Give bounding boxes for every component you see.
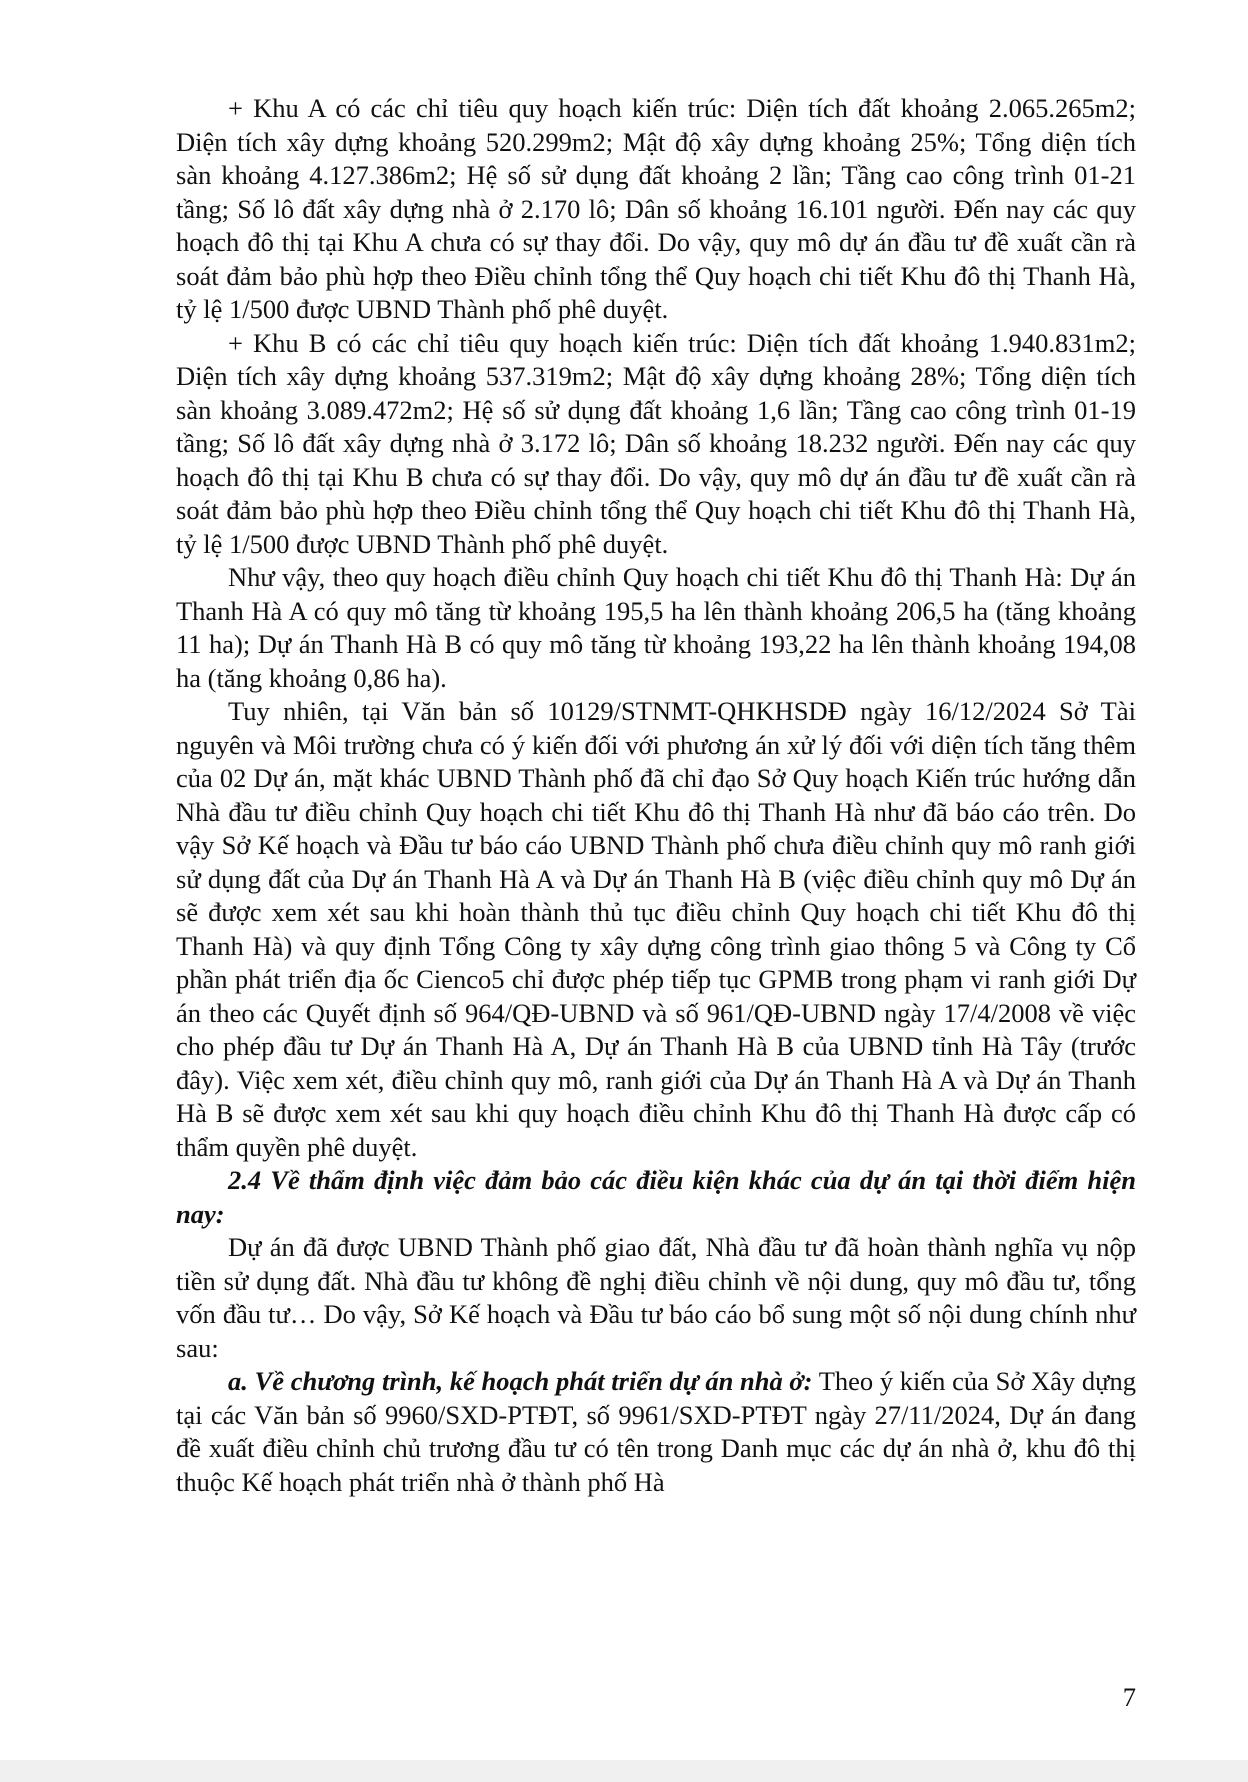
paragraph-khu-b: + Khu B có các chỉ tiêu quy hoạch kiến trúc: Diện tích đất khoảng 1.940.831m2; Diện tích xây dựng khoảng 537.319m2; Mật độ xây dựng khoảng 28%; Tổng diện tích sàn khoảng 3.089.472m2; Hệ số sử dụng đất khoảng 1,6 lần; Tầng cao công trình 01-19 tầng; Số lô đất xây dựng nhà ở 3.172 lô; Dân số khoảng 18.232 người. Đến nay các quy hoạch đô thị tại Khu B chưa có sự thay đổi. Do vậy, quy mô dự án đầu tư đề xuất cần rà soát đảm bảo phù hợp theo Điều chỉnh tổng thể Quy hoạch chi tiết Khu đô thị Thanh Hà, tỷ lệ 1/500 được UBND Thành phố phê duyệt. (176, 327, 1136, 559)
bottom-edge (0, 1760, 1248, 1782)
page-number: 7 (1122, 1682, 1136, 1712)
paragraph-section-intro: Dự án đã được UBND Thành phố giao đất, Nhà đầu tư đã hoàn thành nghĩa vụ nộp tiền sử dụng đất. Nhà đầu tư không đề nghị điều chỉnh về nội dung, quy mô đầu tư, tổng vốn đầu tư… Do vậy, Sở Kế hoạch và Đầu tư báo cáo bổ sung một số nội dung chính như sau: (176, 1232, 1136, 1363)
section-heading: 2.4 Về thẩm định việc đảm bảo các điều kiện khác của dự án tại thời điểm hiện nay: (176, 1165, 1136, 1229)
page-body (176, 92, 1136, 1499)
paragraph-summary: Như vậy, theo quy hoạch điều chỉnh Quy hoạch chi tiết Khu đô thị Thanh Hà: Dự án Thanh Hà A có quy mô tăng từ khoảng 195,5 ha lên thành khoảng 206,5 ha (tăng khoảng 11 ha); Dự án Thanh Hà B có quy mô tăng từ khoảng 193,22 ha lên thành khoảng 194,08 ha (tăng khoảng 0,86 ha). (176, 562, 1136, 693)
item-a-lead: a. Về chương trình, kế hoạch phát triển dự án nhà ở: (228, 1366, 813, 1396)
paragraph-khu-a: + Khu A có các chỉ tiêu quy hoạch kiến trúc: Diện tích đất khoảng 2.065.265m2; Diện tích xây dựng khoảng 520.299m2; Mật độ xây dựng khoảng 25%; Tổng diện tích sàn khoảng 4.127.386m2; Hệ số sử dụng đất khoảng 2 lần; Tầng cao công trình 01-21 tầng; Số lô đất xây dựng nhà ở 2.170 lô; Dân số khoảng 16.101 người. Đến nay các quy hoạch đô thị tại Khu A chưa có sự thay đổi. Do vậy, quy mô dự án đầu tư đề xuất cần rà soát đảm bảo phù hợp theo Điều chỉnh tổng thể Quy hoạch chi tiết Khu đô thị Thanh Hà, tỷ lệ 1/500 được UBND Thành phố phê duyệt. (176, 93, 1136, 324)
paragraph-however: Tuy nhiên, tại Văn bản số 10129/STNMT-QHKHSDĐ ngày 16/12/2024 Sở Tài nguyên và Môi trường chưa có ý kiến đối với phương án xử lý đối với diện tích tăng thêm của 02 Dự án, mặt khác UBND Thành phố đã chỉ đạo Sở Quy hoạch Kiến trúc hướng dẫn Nhà đầu tư điều chỉnh Quy hoạch chi tiết Khu đô thị Thanh Hà như đã báo cáo trên. Do vậy Sở Kế hoạch và Đầu tư báo cáo UBND Thành phố chưa điều chỉnh quy mô ranh giới sử dụng đất của Dự án Thanh Hà A và Dự án Thanh Hà B (việc điều chỉnh quy mô Dự án sẽ được xem xét sau khi hoàn thành thủ tục điều chỉnh Quy hoạch chi tiết Khu đô thị Thanh Hà) và quy định Tổng Công ty xây dựng công trình giao thông 5 và Công ty Cổ phần phát triển địa ốc Cienco5 chỉ được phép tiếp tục GPMB trong phạm vi ranh giới Dự án theo các Quyết định số 964/QĐ-UBND và số 961/QĐ-UBND ngày 17/4/2008 về việc cho phép đầu tư Dự án Thanh Hà A, Dự án Thanh Hà B của UBND tỉnh Hà Tây (trước đây). Việc xem xét, điều chỉnh quy mô, ranh giới của Dự án Thanh Hà A và Dự án Thanh Hà B sẽ được xem xét sau khi quy hoạch điều chỉnh Khu đô thị Thanh Hà được cấp có thẩm quyền phê duyệt. (176, 696, 1136, 1162)
item-a-text: Theo ý kiến của Sở Xây dựng tại các Văn bản số 9960/SXD-PTĐT, số 9961/SXD-PTĐT ngày 27/11/2024, Dự án đang đề xuất điều chỉnh chủ trương đầu tư có tên trong Danh mục các dự án nhà ở, khu đô thị thuộc Kế hoạch phát triển nhà ở thành phố Hà (176, 1366, 1136, 1497)
paragraph-item-a (176, 1365, 1136, 1499)
